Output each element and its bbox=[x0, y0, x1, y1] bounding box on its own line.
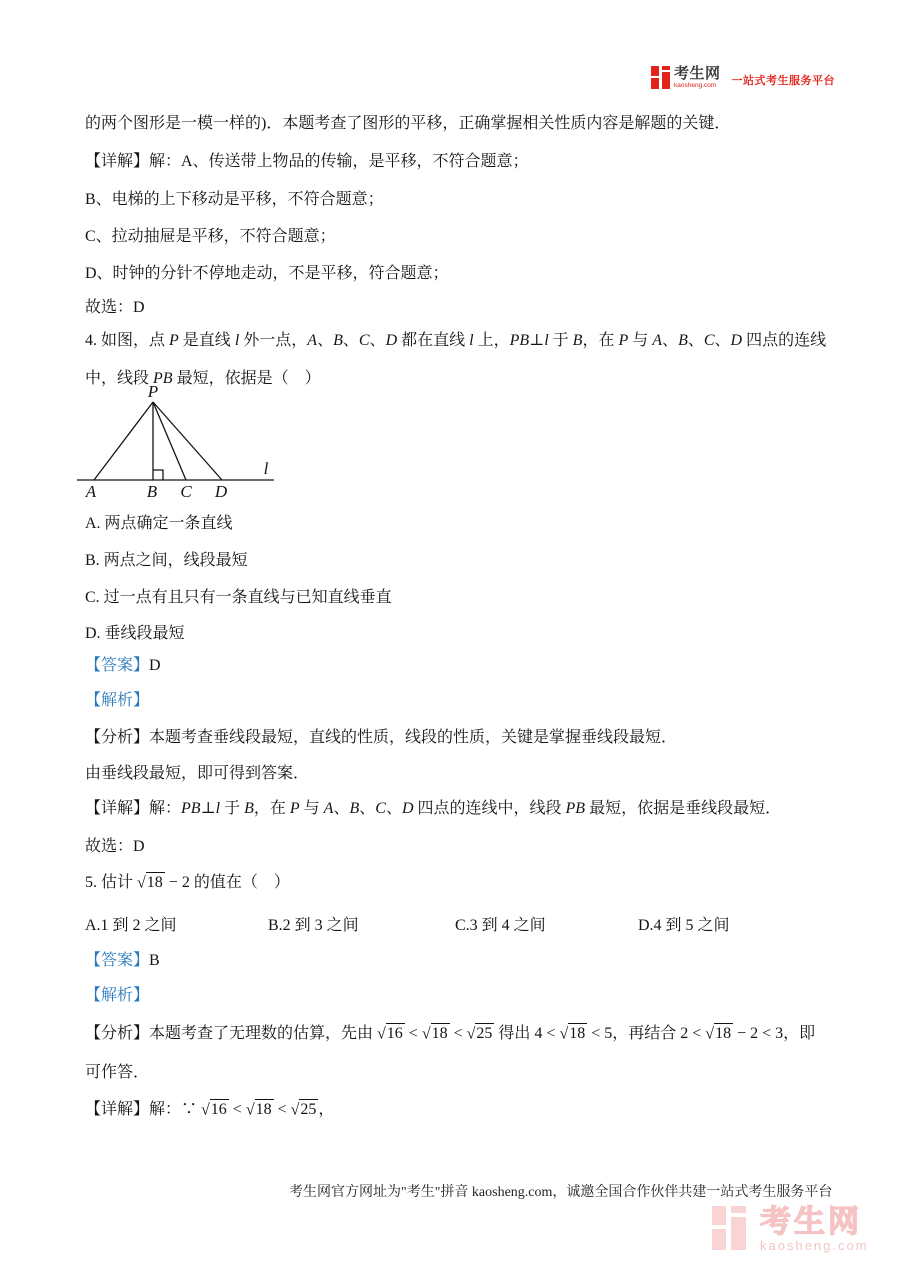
q5-analysis-line2: 可作答． bbox=[85, 1064, 150, 1081]
label-p: P bbox=[147, 384, 159, 401]
brand-tagline: 一站式考生服务平台 bbox=[731, 75, 836, 87]
label-a: A bbox=[85, 482, 97, 501]
label-l: l bbox=[263, 459, 269, 478]
q5-answer-line bbox=[85, 949, 160, 973]
q4-stem-line2: 中，线段 PB 最短，依据是（ ） bbox=[85, 370, 321, 387]
right-angle-mark bbox=[153, 470, 163, 480]
brand-name: 考生网 bbox=[674, 65, 721, 82]
watermark-brand: 考生网 bbox=[760, 1204, 862, 1239]
segment-pc bbox=[153, 402, 186, 480]
q5-analysis-line1: 【分析】本题考查了无理数的估算，先由 √16 < √18 < √25 得出 4 < √18 < 5，再结合 2 < √18 − 2 < 3，即 bbox=[85, 1025, 816, 1043]
q3-closing-line: 的两个图形是一模一样的)．本题考查了图形的平移，正确掌握相关性质内容是解题的关键． bbox=[85, 115, 731, 132]
q3-detail-option-b: B、电梯的上下移动是平移，不符合题意； bbox=[85, 191, 384, 208]
q5-detail-line: 【详解】解：∵ √16 < √18 < √25 ， bbox=[85, 1101, 335, 1119]
watermark-domain: kaosheng.com bbox=[760, 1238, 869, 1253]
q5-option-b: B.2 到 3 之间 bbox=[268, 917, 359, 934]
q4-answer-value: D bbox=[149, 657, 161, 674]
q4-stem-line1: 4. 如图，点 P 是直线 l 外一点，A、B、C、D 都在直线 l 上，PB⊥l 于 B，在 P 与 A、B、C、D 四点的连线 bbox=[85, 332, 827, 349]
q5-option-c: C.3 到 4 之间 bbox=[455, 917, 546, 934]
answer-label: 【答案】 bbox=[85, 952, 150, 969]
q3-conclusion: 故选：D bbox=[85, 299, 145, 316]
label-d: D bbox=[214, 482, 228, 501]
q5-option-a: A.1 到 2 之间 bbox=[85, 917, 177, 934]
q4-option-d: D. 垂线段最短 bbox=[85, 625, 185, 642]
segment-pd bbox=[153, 402, 222, 480]
q4-answer-line bbox=[85, 654, 161, 678]
answer-label: 【答案】 bbox=[85, 657, 150, 674]
q4-analysis-line1: 【分析】本题考查垂线段最短，直线的性质，线段的性质，关键是掌握垂线段最短． bbox=[85, 729, 678, 746]
q5-analysis-label: 【解析】 bbox=[85, 987, 150, 1004]
q4-option-c: C. 过一点有且只有一条直线与已知直线垂直 bbox=[85, 589, 392, 606]
q4-option-b: B. 两点之间，线段最短 bbox=[85, 552, 248, 569]
q4-analysis-label: 【解析】 bbox=[85, 692, 150, 709]
footer-watermark bbox=[712, 1206, 869, 1253]
q4-geometry-figure bbox=[76, 384, 278, 502]
label-c: C bbox=[180, 482, 192, 501]
q3-detail-option-d: D、时钟的分针不停地走动，不是平移，符合题意； bbox=[85, 265, 449, 282]
header-brand bbox=[651, 66, 835, 89]
q5-stem: 5. 估计 √18 − 2 的值在（ ） bbox=[85, 874, 290, 892]
q3-detail-option-a: 【详解】解：A、传送带上物品的传输，是平移，不符合题意； bbox=[85, 153, 529, 170]
segment-pa bbox=[94, 402, 153, 480]
q4-analysis-line2: 由垂线段最短，即可得到答案． bbox=[85, 765, 310, 782]
brand-name-block bbox=[674, 66, 721, 89]
watermark-text-block bbox=[760, 1206, 869, 1253]
kaosheng-logo-icon bbox=[651, 66, 670, 89]
q5-answer-value: B bbox=[149, 952, 160, 969]
q4-detail-line: 【详解】解：PB⊥l 于 B，在 P 与 A、B、C、D 四点的连线中，线段 PB 最短，依据是垂线段最短． bbox=[85, 800, 782, 817]
q5-option-d: D.4 到 5 之间 bbox=[638, 917, 730, 934]
footer-note: 考生网官方网址为"考生"拼音 kaosheng.com，诚邀全国合作伙伴共建一站式考生服务平台 bbox=[289, 1185, 833, 1200]
q4-option-a: A. 两点确定一条直线 bbox=[85, 515, 233, 532]
brand-domain: kaosheng.com bbox=[674, 82, 717, 89]
kaosheng-watermark-icon bbox=[712, 1206, 746, 1250]
label-b: B bbox=[146, 482, 158, 501]
q3-detail-option-c: C、拉动抽屉是平移，不符合题意； bbox=[85, 228, 336, 245]
q4-conclusion: 故选：D bbox=[85, 838, 145, 855]
